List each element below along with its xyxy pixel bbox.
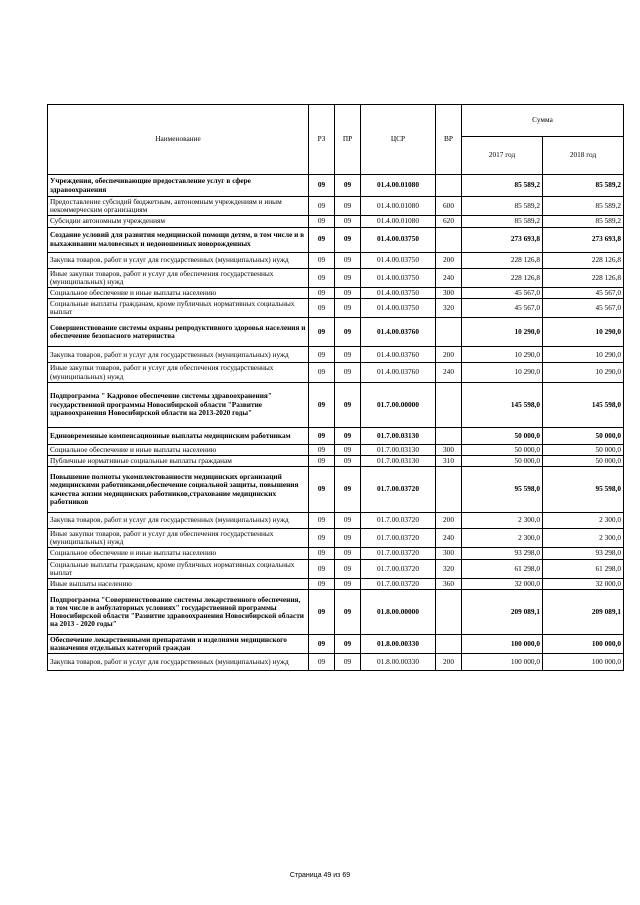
cell-vr	[436, 590, 462, 635]
cell-name: Обеспечение лекарственными препаратами и изделиями медицинского назначения отдельных категорий граждан	[48, 635, 309, 654]
cell-y2018: 45 567,0	[543, 299, 624, 318]
cell-name: Социальные выплаты гражданам, кроме публичных нормативных социальных выплат	[48, 559, 309, 578]
table-row	[48, 268, 624, 287]
cell-y2017: 50 000,0	[462, 444, 543, 455]
cell-y2018: 95 598,0	[543, 467, 624, 513]
cell-vr: 240	[436, 268, 462, 287]
cell-csr: 01.4.00.03760	[361, 347, 436, 363]
cell-csr: 01.8.00.00330	[361, 635, 436, 654]
cell-pr: 09	[335, 455, 361, 466]
cell-y2018: 228 126,8	[543, 268, 624, 287]
cell-name: Закупка товаров, работ и услуг для государственных (муниципальных) нужд	[48, 252, 309, 268]
cell-pr: 09	[335, 197, 361, 216]
cell-rz: 09	[309, 548, 335, 559]
cell-pr: 09	[335, 559, 361, 578]
cell-csr: 01.4.00.03760	[361, 318, 436, 347]
cell-vr: 200	[436, 347, 462, 363]
cell-name: Закупка товаров, работ и услуг для государственных (муниципальных) нужд	[48, 347, 309, 363]
cell-y2018: 32 000,0	[543, 578, 624, 589]
cell-csr: 01.7.00.03720	[361, 513, 436, 529]
cell-pr: 09	[335, 216, 361, 227]
cell-y2017: 85 589,2	[462, 175, 543, 197]
cell-rz: 09	[309, 382, 335, 427]
budget-table	[47, 104, 624, 671]
cell-pr: 09	[335, 590, 361, 635]
cell-vr	[436, 227, 462, 252]
table-row	[48, 548, 624, 559]
cell-rz: 09	[309, 287, 335, 298]
table-row	[48, 444, 624, 455]
cell-csr: 01.7.00.03720	[361, 529, 436, 548]
cell-pr: 09	[335, 529, 361, 548]
cell-y2018: 85 589,2	[543, 216, 624, 227]
cell-y2018: 50 000,0	[543, 427, 624, 444]
header-2017: 2017 год	[462, 137, 543, 175]
cell-name: Закупка товаров, работ и услуг для государственных (муниципальных) нужд	[48, 654, 309, 671]
cell-y2017: 10 290,0	[462, 347, 543, 363]
cell-vr	[436, 318, 462, 347]
cell-rz: 09	[309, 227, 335, 252]
cell-csr: 01.4.00.03760	[361, 363, 436, 382]
cell-rz: 09	[309, 363, 335, 382]
cell-rz: 09	[309, 299, 335, 318]
cell-y2018: 10 290,0	[543, 363, 624, 382]
cell-y2018: 10 290,0	[543, 318, 624, 347]
cell-y2017: 45 567,0	[462, 287, 543, 298]
cell-vr: 240	[436, 363, 462, 382]
cell-name: Предоставление субсидий бюджетным, автономным учреждениям и иным некоммерческим организациям	[48, 197, 309, 216]
cell-y2017: 2 300,0	[462, 529, 543, 548]
cell-y2018: 93 298,0	[543, 548, 624, 559]
cell-name: Повышение полноты укомплектованности медицинских организаций медицинскими работниками,обеспечение социальной защиты, повышения качества жизни медицинских работников,страхование медицинских работников	[48, 467, 309, 513]
table-row	[48, 513, 624, 529]
table-row	[48, 318, 624, 347]
cell-csr: 01.4.00.03750	[361, 287, 436, 298]
cell-y2017: 32 000,0	[462, 578, 543, 589]
cell-csr: 01.7.00.03720	[361, 578, 436, 589]
cell-vr: 240	[436, 529, 462, 548]
cell-y2018: 145 598,0	[543, 382, 624, 427]
cell-rz: 09	[309, 578, 335, 589]
table-row	[48, 467, 624, 513]
cell-y2018: 2 300,0	[543, 513, 624, 529]
cell-y2017: 100 000,0	[462, 654, 543, 671]
table-row	[48, 299, 624, 318]
table-row	[48, 287, 624, 298]
cell-rz: 09	[309, 347, 335, 363]
cell-y2018: 100 000,0	[543, 654, 624, 671]
cell-rz: 09	[309, 252, 335, 268]
cell-y2018: 273 693,8	[543, 227, 624, 252]
cell-rz: 09	[309, 175, 335, 197]
cell-pr: 09	[335, 268, 361, 287]
cell-y2017: 228 126,8	[462, 252, 543, 268]
cell-vr	[436, 427, 462, 444]
cell-csr: 01.4.00.03750	[361, 299, 436, 318]
cell-name: Социальное обеспечение и иные выплаты населению	[48, 548, 309, 559]
table-row	[48, 635, 624, 654]
cell-csr: 01.7.00.00000	[361, 382, 436, 427]
cell-rz: 09	[309, 318, 335, 347]
cell-y2018: 209 089,1	[543, 590, 624, 635]
cell-vr	[436, 175, 462, 197]
cell-name: Публичные нормативные социальные выплаты гражданам	[48, 455, 309, 466]
cell-pr: 09	[335, 287, 361, 298]
table-row	[48, 455, 624, 466]
cell-y2017: 2 300,0	[462, 513, 543, 529]
cell-y2017: 145 598,0	[462, 382, 543, 427]
table-row	[48, 252, 624, 268]
cell-vr: 200	[436, 654, 462, 671]
cell-vr: 320	[436, 559, 462, 578]
cell-y2017: 273 693,8	[462, 227, 543, 252]
cell-csr: 01.7.00.03720	[361, 467, 436, 513]
table-row	[48, 559, 624, 578]
cell-y2018: 228 126,8	[543, 252, 624, 268]
table-row	[48, 227, 624, 252]
table-row	[48, 427, 624, 444]
cell-pr: 09	[335, 444, 361, 455]
cell-name: Иные выплаты населению	[48, 578, 309, 589]
cell-pr: 09	[335, 347, 361, 363]
cell-name: Социальное обеспечение и иные выплаты населению	[48, 287, 309, 298]
cell-y2017: 85 589,2	[462, 197, 543, 216]
cell-vr: 200	[436, 252, 462, 268]
cell-rz: 09	[309, 467, 335, 513]
cell-rz: 09	[309, 216, 335, 227]
cell-name: Иные закупки товаров, работ и услуг для обеспечения государственных (муниципальных) нужд	[48, 363, 309, 382]
cell-y2017: 93 298,0	[462, 548, 543, 559]
cell-name: Иные закупки товаров, работ и услуг для обеспечения государственных (муниципальных) нужд	[48, 529, 309, 548]
cell-rz: 09	[309, 444, 335, 455]
cell-y2017: 95 598,0	[462, 467, 543, 513]
header-vr: ВР	[436, 105, 462, 175]
cell-vr: 300	[436, 548, 462, 559]
cell-rz: 09	[309, 197, 335, 216]
table-row	[48, 590, 624, 635]
cell-name: Социальные выплаты гражданам, кроме публичных нормативных социальных выплат	[48, 299, 309, 318]
cell-pr: 09	[335, 635, 361, 654]
cell-pr: 09	[335, 227, 361, 252]
header-pr: ПР	[335, 105, 361, 175]
table-row	[48, 363, 624, 382]
header-2018: 2018 год	[543, 137, 624, 175]
cell-pr: 09	[335, 252, 361, 268]
cell-pr: 09	[335, 318, 361, 347]
table-row	[48, 529, 624, 548]
cell-pr: 09	[335, 382, 361, 427]
cell-y2017: 228 126,8	[462, 268, 543, 287]
cell-rz: 09	[309, 635, 335, 654]
cell-y2017: 10 290,0	[462, 363, 543, 382]
cell-y2017: 50 000,0	[462, 455, 543, 466]
cell-rz: 09	[309, 529, 335, 548]
table-body	[48, 175, 624, 671]
table-row	[48, 347, 624, 363]
cell-vr: 320	[436, 299, 462, 318]
cell-pr: 09	[335, 578, 361, 589]
cell-csr: 01.4.00.03750	[361, 268, 436, 287]
cell-rz: 09	[309, 559, 335, 578]
cell-vr: 620	[436, 216, 462, 227]
table-row	[48, 175, 624, 197]
header-sum: Сумма	[462, 105, 624, 137]
cell-name: Подпрограмма " Кадровое обеспечение системы здравоохранения" государственной программы Новосибирской области "Развитие здравоохранения Новосибирской области на 2013-2020 годы"	[48, 382, 309, 427]
cell-name: Создание условий для развития медицинской помощи детям, в том числе и в выхаживании маловесных и недоношенных новорожденных	[48, 227, 309, 252]
cell-csr: 01.7.00.03720	[361, 548, 436, 559]
cell-y2017: 85 589,2	[462, 216, 543, 227]
header-name: Наименование	[48, 105, 309, 175]
table-row	[48, 654, 624, 671]
cell-name: Закупка товаров, работ и услуг для государственных (муниципальных) нужд	[48, 513, 309, 529]
cell-pr: 09	[335, 427, 361, 444]
cell-csr: 01.4.00.01080	[361, 216, 436, 227]
cell-rz: 09	[309, 455, 335, 466]
cell-pr: 09	[335, 467, 361, 513]
cell-y2018: 50 000,0	[543, 444, 624, 455]
cell-csr: 01.4.00.03750	[361, 227, 436, 252]
cell-csr: 01.4.00.03750	[361, 252, 436, 268]
cell-pr: 09	[335, 548, 361, 559]
cell-pr: 09	[335, 363, 361, 382]
cell-csr: 01.8.00.00330	[361, 654, 436, 671]
cell-pr: 09	[335, 654, 361, 671]
table-row	[48, 197, 624, 216]
cell-name: Подпрограмма "Совершенствование системы лекарственного обеспечения, в том числе в амбулаторных условиях" государственной программы Новосибирской области "Развитие здравоохранения Новосибирской области на 2013 - 2020 годы"	[48, 590, 309, 635]
cell-y2018: 45 567,0	[543, 287, 624, 298]
cell-pr: 09	[335, 175, 361, 197]
cell-rz: 09	[309, 427, 335, 444]
cell-y2017: 45 567,0	[462, 299, 543, 318]
cell-vr: 300	[436, 287, 462, 298]
cell-pr: 09	[335, 299, 361, 318]
cell-rz: 09	[309, 590, 335, 635]
cell-vr: 310	[436, 455, 462, 466]
cell-y2018: 61 298,0	[543, 559, 624, 578]
cell-y2018: 2 300,0	[543, 529, 624, 548]
cell-y2018: 50 000,0	[543, 455, 624, 466]
header-csr: ЦСР	[361, 105, 436, 175]
cell-rz: 09	[309, 654, 335, 671]
cell-csr: 01.7.00.03720	[361, 559, 436, 578]
cell-name: Иные закупки товаров, работ и услуг для обеспечения государственных (муниципальных) нужд	[48, 268, 309, 287]
table-row	[48, 578, 624, 589]
cell-vr: 200	[436, 513, 462, 529]
cell-vr: 300	[436, 444, 462, 455]
cell-y2017: 10 290,0	[462, 318, 543, 347]
cell-name: Единовременные компенсационные выплаты медицинским работникам	[48, 427, 309, 444]
table-row	[48, 382, 624, 427]
cell-y2017: 50 000,0	[462, 427, 543, 444]
cell-y2018: 100 000,0	[543, 635, 624, 654]
cell-y2018: 85 589,2	[543, 175, 624, 197]
cell-rz: 09	[309, 513, 335, 529]
cell-vr	[436, 467, 462, 513]
cell-csr: 01.7.00.03130	[361, 427, 436, 444]
cell-vr: 600	[436, 197, 462, 216]
cell-y2017: 100 000,0	[462, 635, 543, 654]
cell-y2017: 209 089,1	[462, 590, 543, 635]
cell-name: Совершенствование системы охраны репродуктивного здоровья населения и обеспечение безопасного материнства	[48, 318, 309, 347]
cell-y2018: 85 589,2	[543, 197, 624, 216]
cell-name: Учреждения, обеспечивающие предоставление услуг в сфере здравоохранения	[48, 175, 309, 197]
header-rz: РЗ	[309, 105, 335, 175]
cell-csr: 01.7.00.03130	[361, 455, 436, 466]
cell-csr: 01.7.00.03130	[361, 444, 436, 455]
cell-y2018: 10 290,0	[543, 347, 624, 363]
cell-vr	[436, 382, 462, 427]
table-row	[48, 216, 624, 227]
cell-csr: 01.4.00.01080	[361, 175, 436, 197]
cell-csr: 01.8.00.00000	[361, 590, 436, 635]
cell-vr	[436, 635, 462, 654]
cell-csr: 01.4.00.01080	[361, 197, 436, 216]
cell-name: Социальное обеспечение и иные выплаты населению	[48, 444, 309, 455]
cell-y2017: 61 298,0	[462, 559, 543, 578]
cell-rz: 09	[309, 268, 335, 287]
cell-vr: 360	[436, 578, 462, 589]
page-number: Страница 49 из 69	[289, 872, 351, 879]
cell-pr: 09	[335, 513, 361, 529]
cell-name: Субсидии автономным учреждениям	[48, 216, 309, 227]
